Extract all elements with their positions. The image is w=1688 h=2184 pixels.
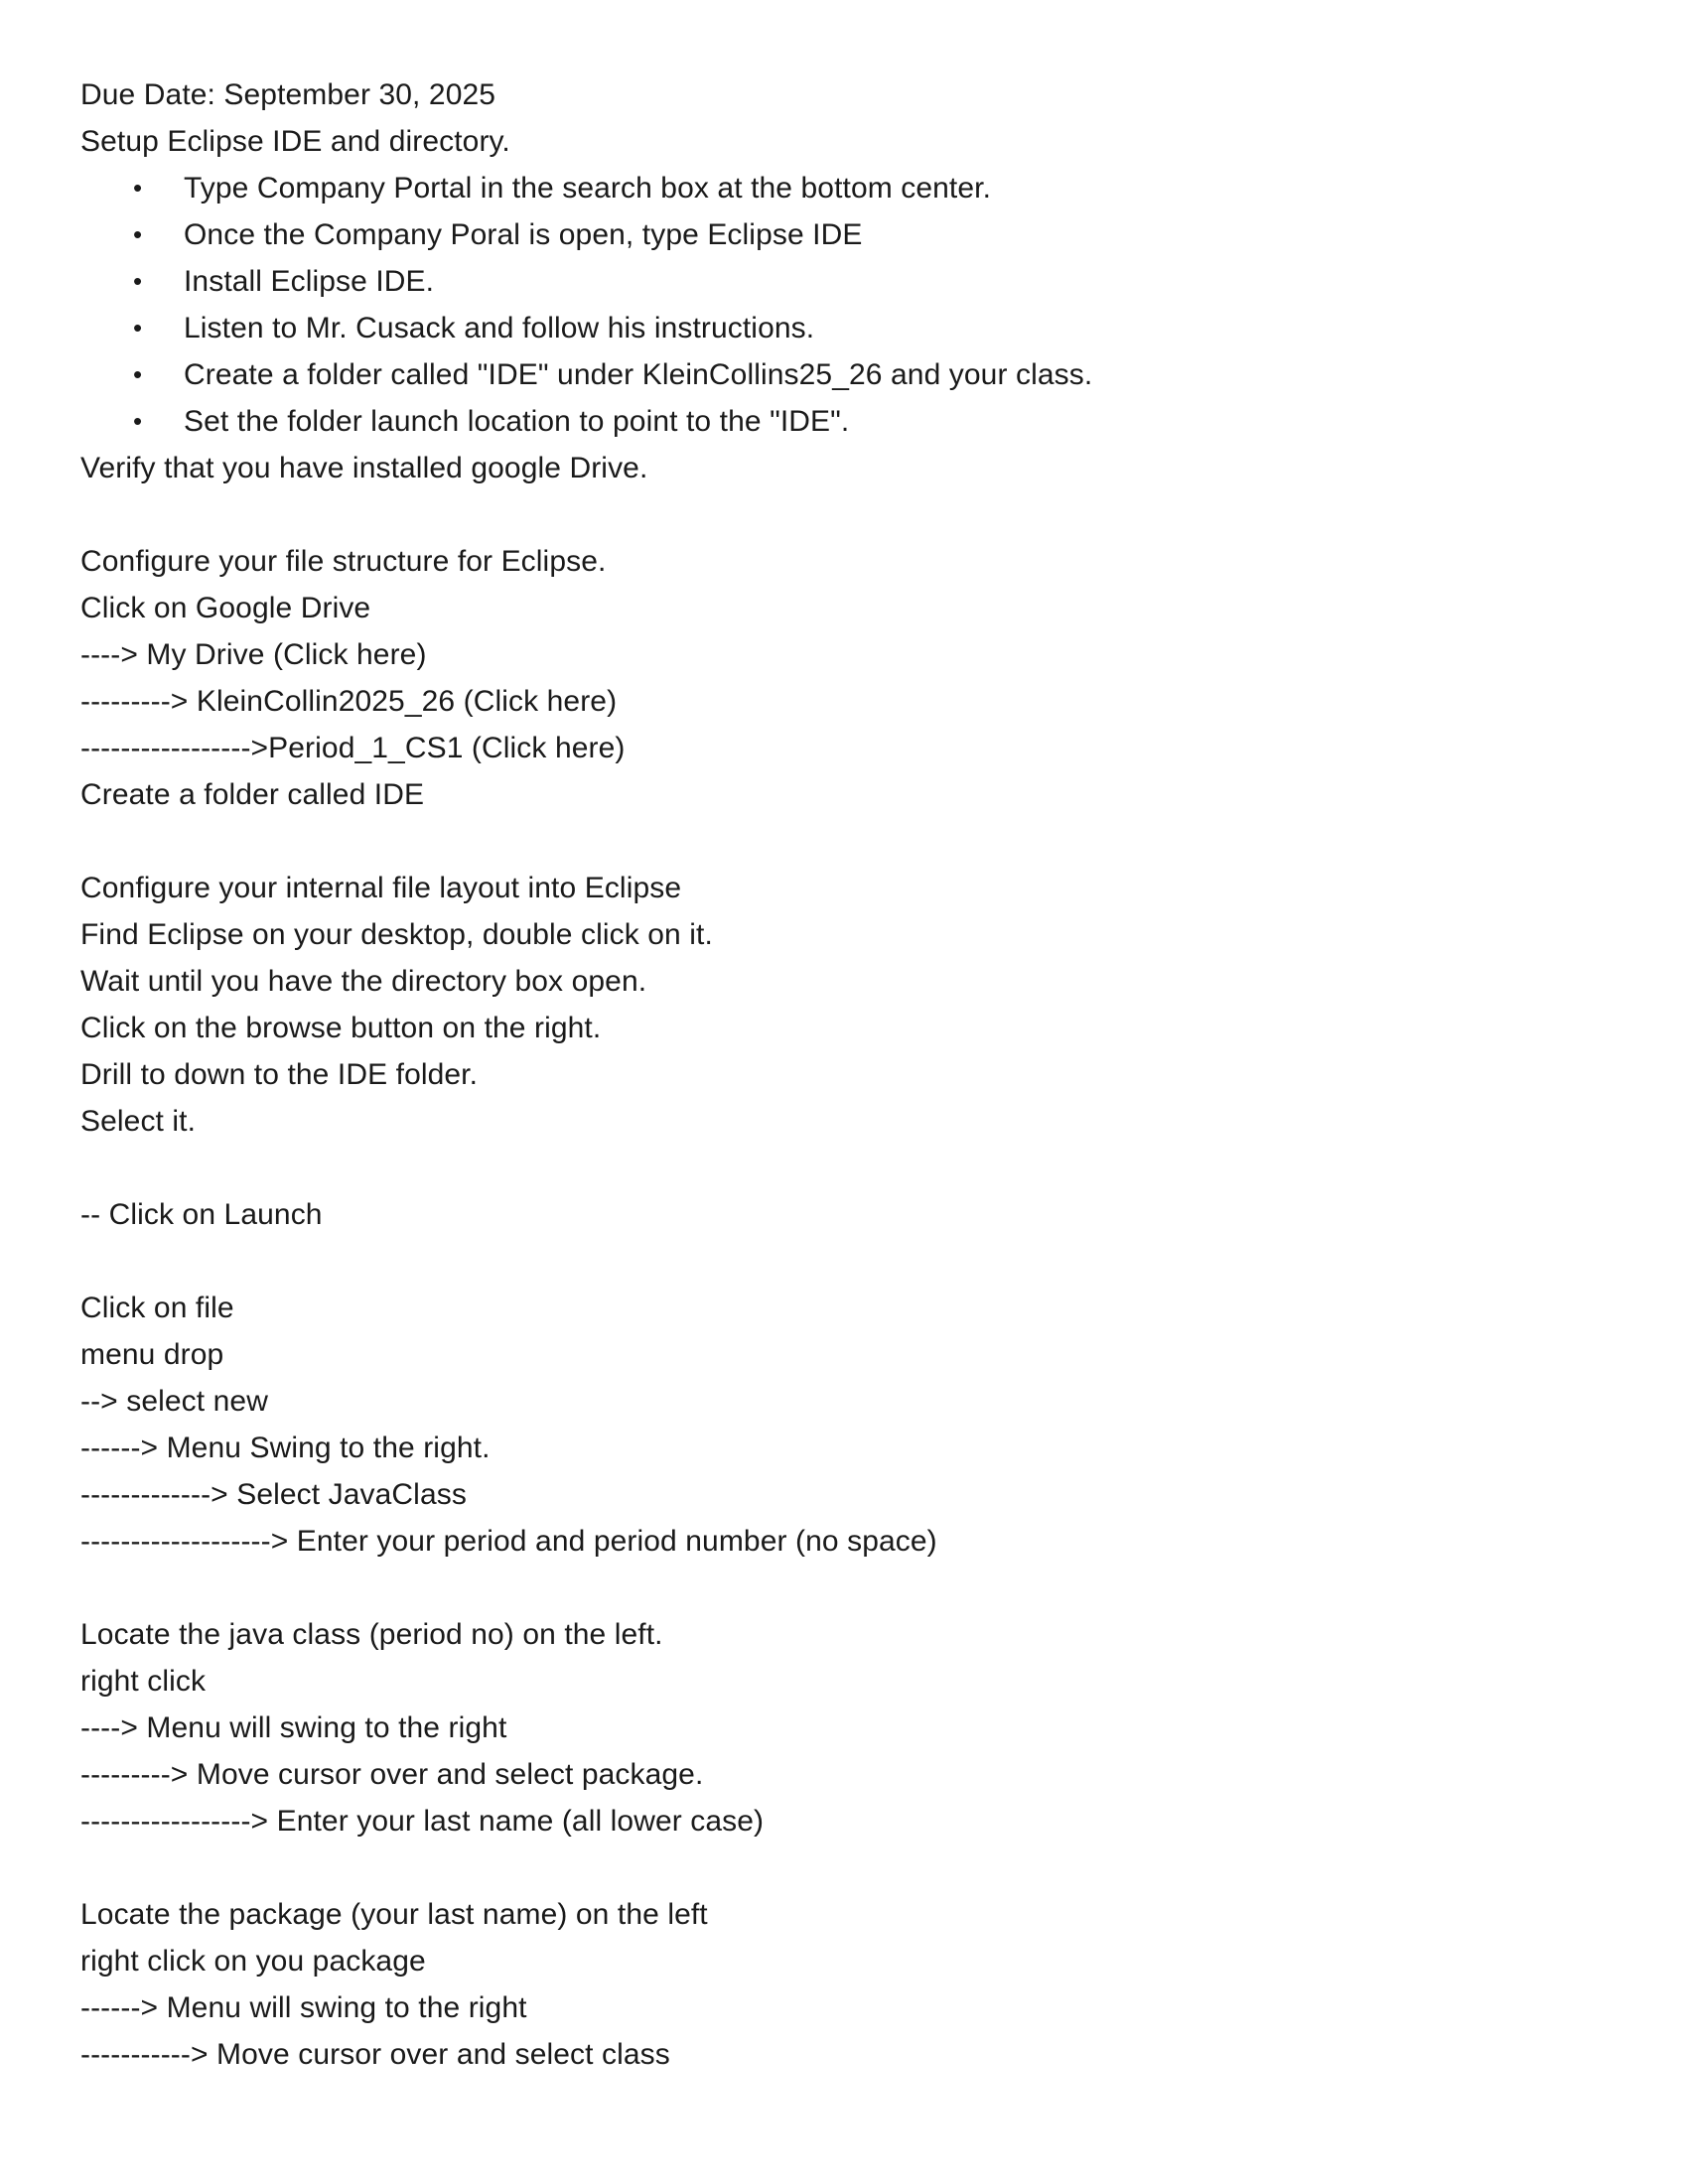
text-line: Click on Google Drive <box>80 592 371 624</box>
bullet-list-item <box>80 165 1628 211</box>
text-line: Locate the java class (period no) on the left. <box>80 1618 663 1651</box>
blank-line <box>80 1565 1628 1611</box>
bullet-text: Listen to Mr. Cusack and follow his instructions. <box>184 312 815 344</box>
text-line: ------> Menu Swing to the right. <box>80 1432 491 1464</box>
text-line: right click <box>80 1665 207 1698</box>
bullet-list-item <box>80 211 1628 258</box>
text-line: ----> Menu will swing to the right <box>80 1711 507 1744</box>
text-line: Locate the package (your last name) on the left <box>80 1898 708 1931</box>
text-line: -------------------> Enter your period and period number (no space) <box>80 1525 937 1558</box>
text-line: ----------------->Period_1_CS1 (Click here) <box>80 732 626 764</box>
text-line: menu drop <box>80 1338 224 1371</box>
text-line: Setup Eclipse IDE and directory. <box>80 125 510 158</box>
bullet-icon: • <box>133 173 143 203</box>
bullet-icon: • <box>133 219 143 249</box>
bullet-text: Set the folder launch location to point to the "IDE". <box>184 405 850 438</box>
text-line: -- Click on Launch <box>80 1198 323 1231</box>
text-line: Due Date: September 30, 2025 <box>80 78 496 111</box>
bullet-text: Type Company Portal in the search box at the bottom center. <box>184 172 992 205</box>
text-line: Wait until you have the directory box open. <box>80 965 647 998</box>
document-body <box>80 71 1628 2078</box>
blank-line <box>80 1844 1628 1891</box>
text-line: Create a folder called IDE <box>80 778 425 811</box>
bullet-text: Once the Company Poral is open, type Eclipse IDE <box>184 218 863 251</box>
text-line: Select it. <box>80 1105 197 1138</box>
bullet-text: Create a folder called "IDE" under KleinCollins25_26 and your class. <box>184 358 1093 391</box>
blank-line <box>80 1238 1628 1285</box>
text-line: Configure your internal file layout into Eclipse <box>80 872 682 904</box>
bullet-icon: • <box>133 313 143 342</box>
bullet-list-item <box>80 351 1628 398</box>
text-line: Click on file <box>80 1292 234 1324</box>
text-line: Configure your file structure for Eclipse. <box>80 545 607 578</box>
text-line: Click on the browse button on the right. <box>80 1012 602 1044</box>
bullet-text: Install Eclipse IDE. <box>184 265 435 298</box>
text-line: Verify that you have installed google Drive. <box>80 452 648 484</box>
text-line: -----------------> Enter your last name (all lower case) <box>80 1805 765 1838</box>
blank-line <box>80 818 1628 865</box>
bullet-icon: • <box>133 359 143 389</box>
text-line: --> select new <box>80 1385 268 1418</box>
bullet-icon: • <box>133 266 143 296</box>
text-line: Find Eclipse on your desktop, double click on it. <box>80 918 713 951</box>
bullet-icon: • <box>133 406 143 436</box>
bullet-list-item <box>80 305 1628 351</box>
blank-line <box>80 491 1628 538</box>
text-line: ----> My Drive (Click here) <box>80 638 427 671</box>
text-line: -------------> Select JavaClass <box>80 1478 467 1511</box>
text-line: Drill to down to the IDE folder. <box>80 1058 479 1091</box>
text-line: ---------> KleinCollin2025_26 (Click here) <box>80 685 618 718</box>
text-line: -----------> Move cursor over and select class <box>80 2038 670 2071</box>
text-line: ------> Menu will swing to the right <box>80 1991 527 2024</box>
text-line: right click on you package <box>80 1945 426 1978</box>
text-line: ---------> Move cursor over and select package. <box>80 1758 704 1791</box>
bullet-list-item <box>80 398 1628 445</box>
blank-line <box>80 1145 1628 1191</box>
bullet-list-item <box>80 258 1628 305</box>
